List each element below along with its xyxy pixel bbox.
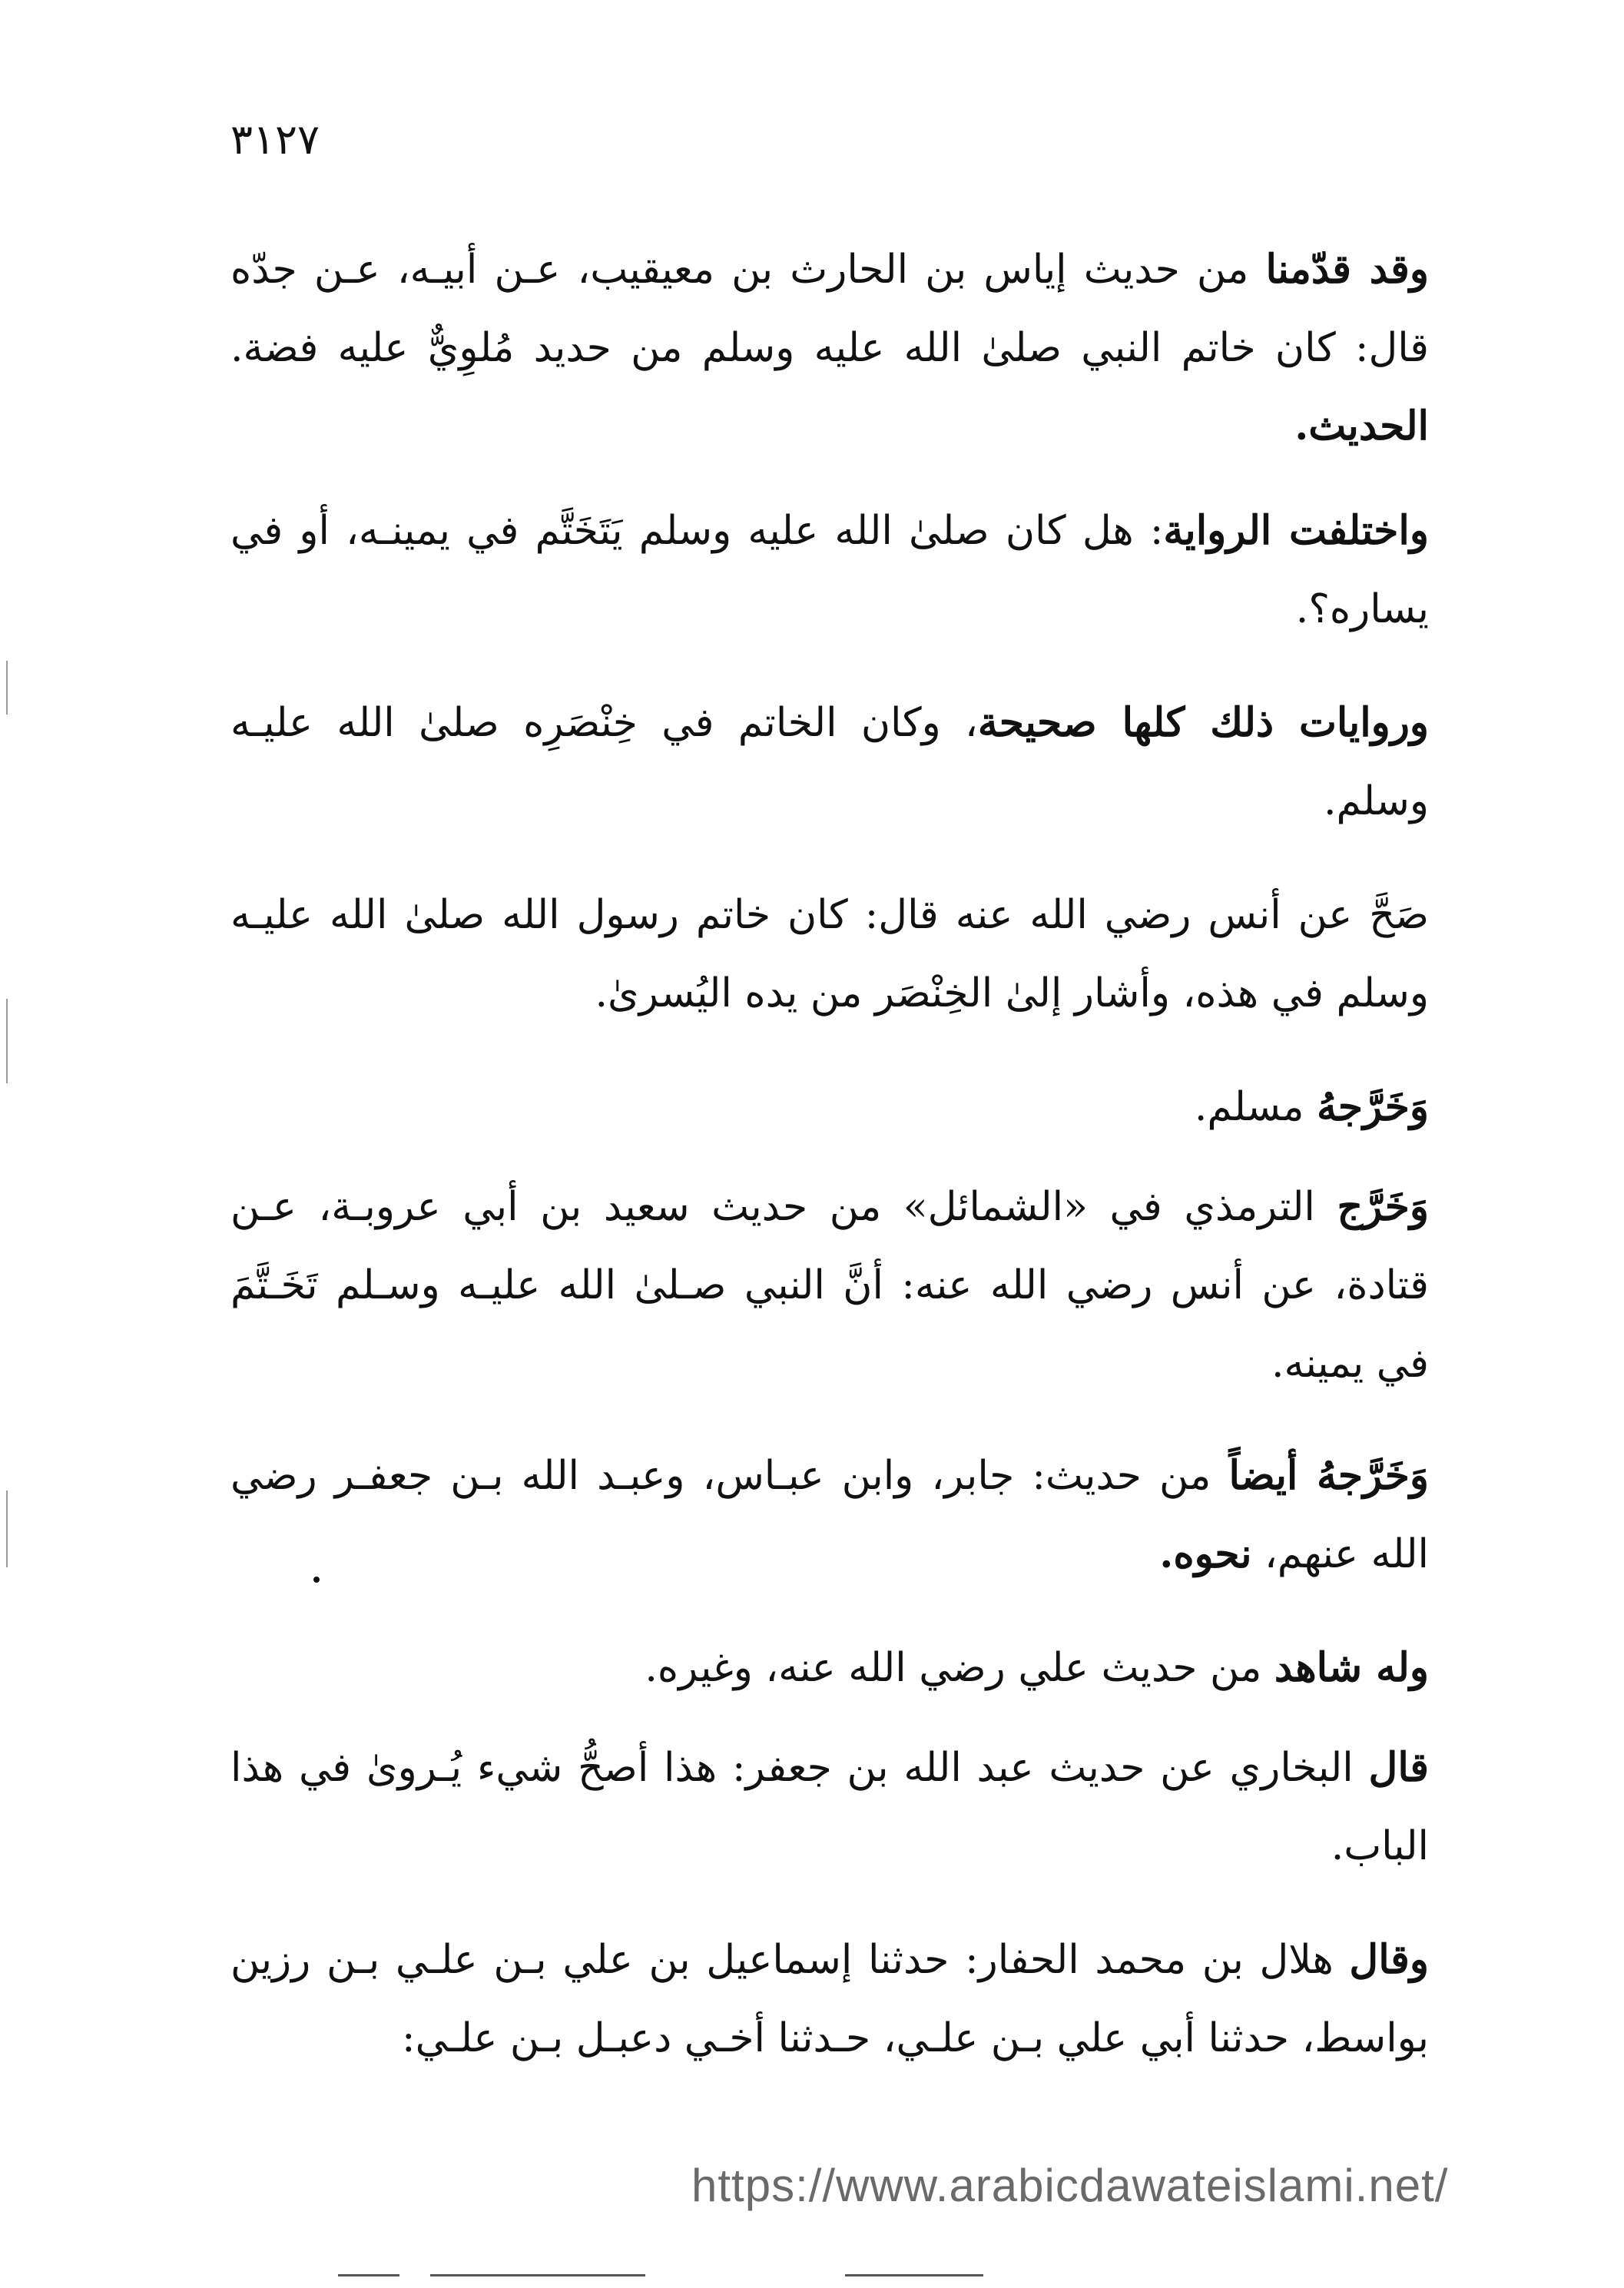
paragraph-7 [230, 1437, 1429, 1593]
paragraph-3 [230, 684, 1429, 841]
paragraph-text: من حديث إياس بن الحارث بن معيقيب، عـن أبيـه، عـن جدّه قال: كان خاتم النبي صلىٰ الله عليه وسلم من حديد مُلوِيٌّ عليه فضة. [230, 247, 1429, 371]
scan-edge-mark [6, 661, 8, 715]
paragraph-9 [230, 1729, 1429, 1885]
paragraph-5 [230, 1068, 1429, 1146]
paragraph-1 [230, 230, 1429, 466]
page-number: ٣١٢٧ [230, 115, 320, 164]
scan-bottom-rule [845, 2274, 983, 2276]
paragraph-lead: وقال [1349, 1936, 1429, 1983]
scan-edge-mark [6, 1491, 8, 1567]
paragraph-lead: واختلفت الرواية [1163, 507, 1429, 554]
paragraph-text: مسلم. [1194, 1084, 1317, 1130]
paragraph-lead: قال [1368, 1744, 1430, 1791]
paragraph-lead: وَخَرَّج [1337, 1183, 1430, 1230]
paragraph-text: من حديث: جابر، وابن عبـاس، وعبـد الله بـن جعفـر رضي الله عنهم، [230, 1453, 1429, 1577]
paragraph-text: ، وكان الخاتم في خِنْصَرِه صلىٰ الله عليـه وسلم. [230, 700, 1429, 824]
paragraph-text: البخاري عن حديث عبد الله بن جعفر: هذا أصحُّ شيء يُـرویٰ في هذا الباب. [230, 1745, 1429, 1869]
paragraph-text: هلال بن محمد الحفار: حدثنا إسماعيل بن علي بـن علـي بـن رزين بواسط، حدثنا أبي علي بـن علـي، حـدثنا أخـي دعبـل بـن علـي: [230, 1937, 1429, 2061]
paragraph-6 [230, 1168, 1429, 1403]
scan-bottom-rule [338, 2274, 399, 2276]
scan-edge-mark [6, 999, 8, 1083]
paragraph-4 [230, 876, 1429, 1033]
paragraph-10 [230, 1921, 1429, 2077]
paragraph-tail: نحوه. [1159, 1530, 1252, 1577]
scan-bottom-rule [430, 2274, 645, 2276]
paragraph-text: صَحَّ عن أنس رضي الله عنه قال: كان خاتم رسول الله صلىٰ الله عليـه وسلم في هذه، وأشار إلىٰ الخِنْصَر من يده اليُسرىٰ. [230, 892, 1429, 1016]
paragraph-lead: وَخَرَّجهُ أيضاً [1228, 1452, 1430, 1499]
paragraph-2 [230, 492, 1429, 648]
paragraph-text: : هل كان صلىٰ الله عليه وسلم يَتَخَتَّم في يمينـه، أو في يساره؟. [230, 508, 1429, 632]
paragraph-lead: وروايات ذلك كلها صحيحة [977, 699, 1430, 746]
paragraph-tail: الحديث. [1294, 403, 1429, 449]
paragraph-lead: وقد قدّمنا [1265, 246, 1429, 293]
paragraph-text: من حديث علي رضي الله عنه، وغيره. [645, 1645, 1274, 1691]
watermark-url: https://www.arabicdawateislami.net/ [691, 2160, 1449, 2211]
paragraph-text: الترمذي في «الشمائل» من حديث سعيد بن أبي عروبـة، عـن قتادة، عن أنس رضي الله عنه: أنَّ النبي صـلىٰ الله عليـه وسـلم تَخَـتَّمَ في يمينه. [230, 1184, 1429, 1387]
paragraph-lead: وَخَرَّجهُ [1317, 1083, 1429, 1130]
stray-dot [313, 1577, 320, 1583]
paragraph-lead: وله شاهد [1274, 1644, 1429, 1691]
paragraph-8 [230, 1629, 1429, 1707]
